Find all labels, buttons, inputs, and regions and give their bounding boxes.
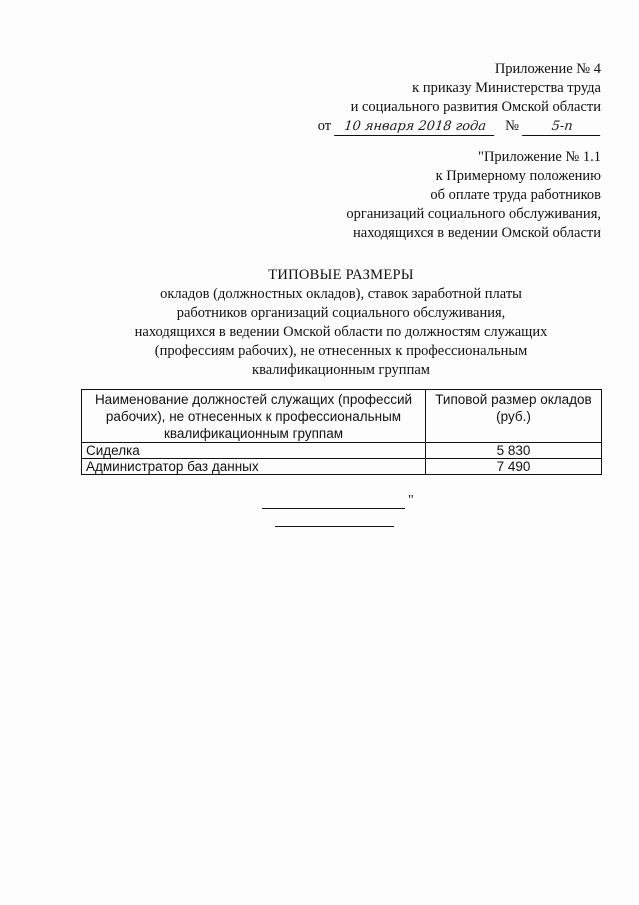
appendix-1-1-line-5: находящихся в ведении Омской области (353, 225, 601, 241)
appendix-4-line-2: к приказу Министерства труда (412, 80, 601, 96)
number-label: № (505, 118, 519, 134)
title-subline-4: (профессиям рабочих), не отнесенных к профессиональным (154, 343, 528, 359)
appendix-1-1-line-3: об оплате труда работников (430, 187, 601, 203)
table-row (82, 459, 602, 475)
salary-value-cell: 5 830 (426, 443, 602, 459)
document-title: ТИПОВЫЕ РАЗМЕРЫ (268, 267, 414, 283)
order-date-number-line (318, 117, 601, 136)
title-subline-5: квалификационным группам (252, 362, 430, 378)
appendix-4-title: Приложение № 4 (494, 61, 601, 77)
salary-table (81, 389, 602, 475)
salary-value-cell: 7 490 (426, 459, 602, 475)
closing-rule-2 (275, 526, 394, 527)
closing-quote: " (408, 493, 414, 508)
table-row (82, 443, 602, 459)
position-name-cell: Сиделка (82, 443, 426, 459)
closing-rule (262, 490, 405, 509)
title-subline-1: окладов (должностных окладов), ставок заработной платы (160, 286, 522, 302)
column-header-position: Наименование должностей служащих (профессий рабочих), не отнесенных к профессиональным квалификационным группам (82, 390, 426, 443)
column-header-salary: Типовой размер окладов (руб.) (426, 390, 602, 443)
appendix-1-1-header (346, 148, 601, 243)
appendix-1-1-line-4: организаций социального обслуживания, (346, 206, 601, 222)
closing-line-with-quote (262, 490, 414, 509)
document-title-block (80, 266, 602, 380)
title-subline-2: работников организаций социального обслуживания, (176, 305, 506, 321)
date-prefix: от (317, 118, 332, 134)
order-date-handwritten: 10 января 2018 года (334, 119, 496, 136)
table-header-row (82, 390, 602, 443)
order-number-handwritten: 5-п (522, 119, 602, 136)
appendix-4-line-3: и социального развития Омской области (350, 99, 601, 115)
appendix-4-header (318, 60, 601, 136)
title-subline-3: находящихся в ведении Омской области по должностям служащих (134, 324, 548, 340)
appendix-1-1-title: "Приложение № 1.1 (478, 149, 601, 165)
position-name-cell: Администратор баз данных (82, 459, 426, 475)
appendix-1-1-line-2: к Примерному положению (435, 168, 601, 184)
